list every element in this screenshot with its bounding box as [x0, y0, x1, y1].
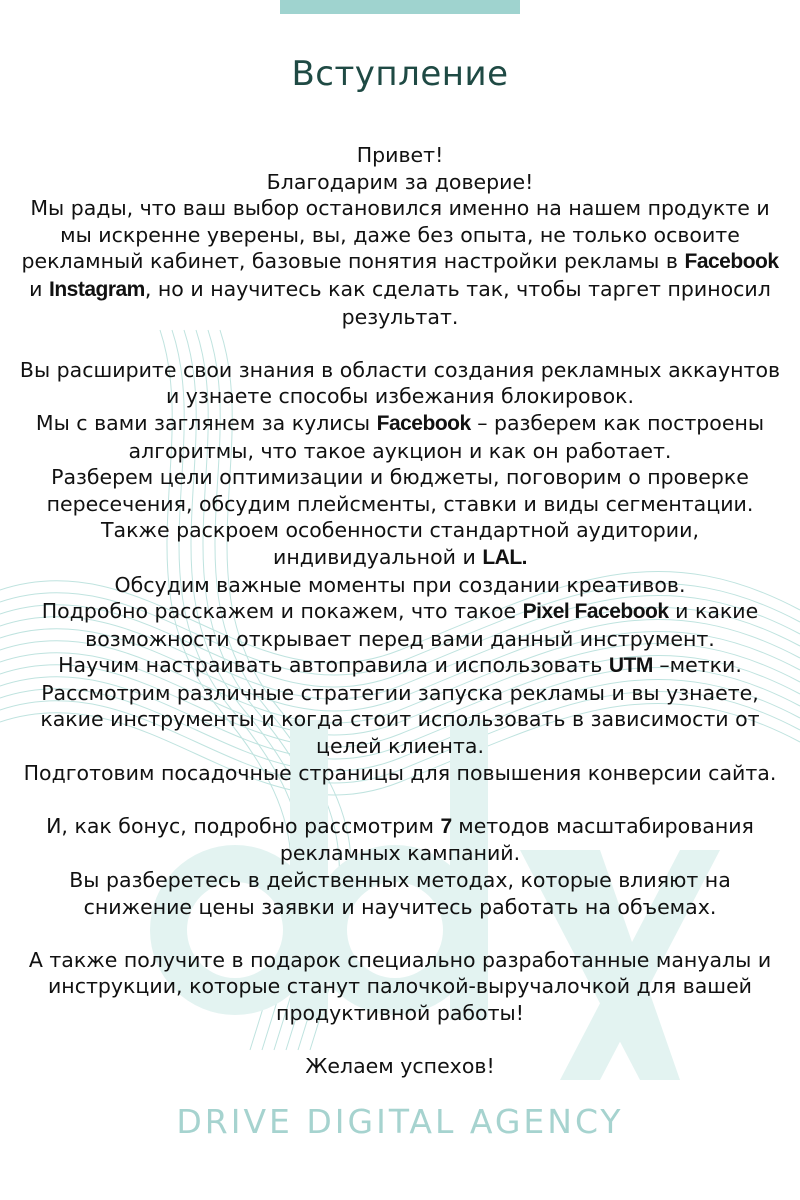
paragraph-5: Обсудим важные моменты при создании креативов.: [114, 572, 686, 597]
closing-line: Желаем успехов!: [305, 1054, 495, 1079]
brand-name: DRIVE DIGITAL AGENCY: [176, 1102, 624, 1141]
greeting-line-1: Привет!: [356, 143, 444, 167]
paragraph-10: И, как бонус, подробно рассмотрим 7 методов масштабирования рекламных кампаний.: [46, 813, 754, 866]
paragraph-8: Рассмотрим различные стратегии запуска рекламы и вы узнаете, какие инструменты и когда стоит использовать в зависимости от целей клиента.: [40, 680, 760, 759]
paragraph-4: Разберем цели оптимизации и бюджеты, поговорим о проверке пересечения, обсудим плейсменты, ставки и виды сегментации. Также раскроем особенности стандартной аудитории, индивидуальной и LAL.: [46, 465, 754, 569]
paragraph-2: Вы расширите свои знания в области создания рекламных аккаунтов и узнаете способы избежания блокировок.: [19, 357, 781, 409]
paragraph-9: Подготовим посадочные страницы для повышения конверсии сайта.: [23, 760, 777, 785]
paragraph-12: А также получите в подарок специально разработанные мануалы и инструкции, которые станут палочкой-выручалочкой для вашей продуктивной работы!: [28, 947, 772, 1025]
page-title: Вступление: [291, 54, 509, 94]
paragraph-6: Подробно расскажем и покажем, что такое Pixel Facebook и какие возможности открывает перед вами данный инструмент.: [41, 599, 759, 651]
paragraph-7: Научим настраивать автоправила и использовать UTM –метки.: [58, 653, 742, 678]
greeting-line-2: Благодарим за доверие!: [266, 169, 534, 194]
paragraph-11: Вы разберетесь в действенных методах, которые влияют на снижение цены заявки и научитесь работать на объемах.: [69, 868, 731, 919]
top-accent-bar: [280, 0, 520, 14]
paragraph-1: Мы рады, что ваш выбор остановился именно на нашем продукте и мы искренне уверены, вы, даже без опыта, не только освоите рекламный кабинет, базовые понятия настройки рекламы в Facebook и Instagram, но и научитесь как сделать так, чтобы таргет приносил результат.: [21, 196, 779, 329]
paragraph-3: Мы с вами заглянем за кулисы Facebook – разберем как построены алгоритмы, что такое аукцион и как он работает.: [35, 410, 765, 463]
intro-body: [18, 142, 782, 1080]
